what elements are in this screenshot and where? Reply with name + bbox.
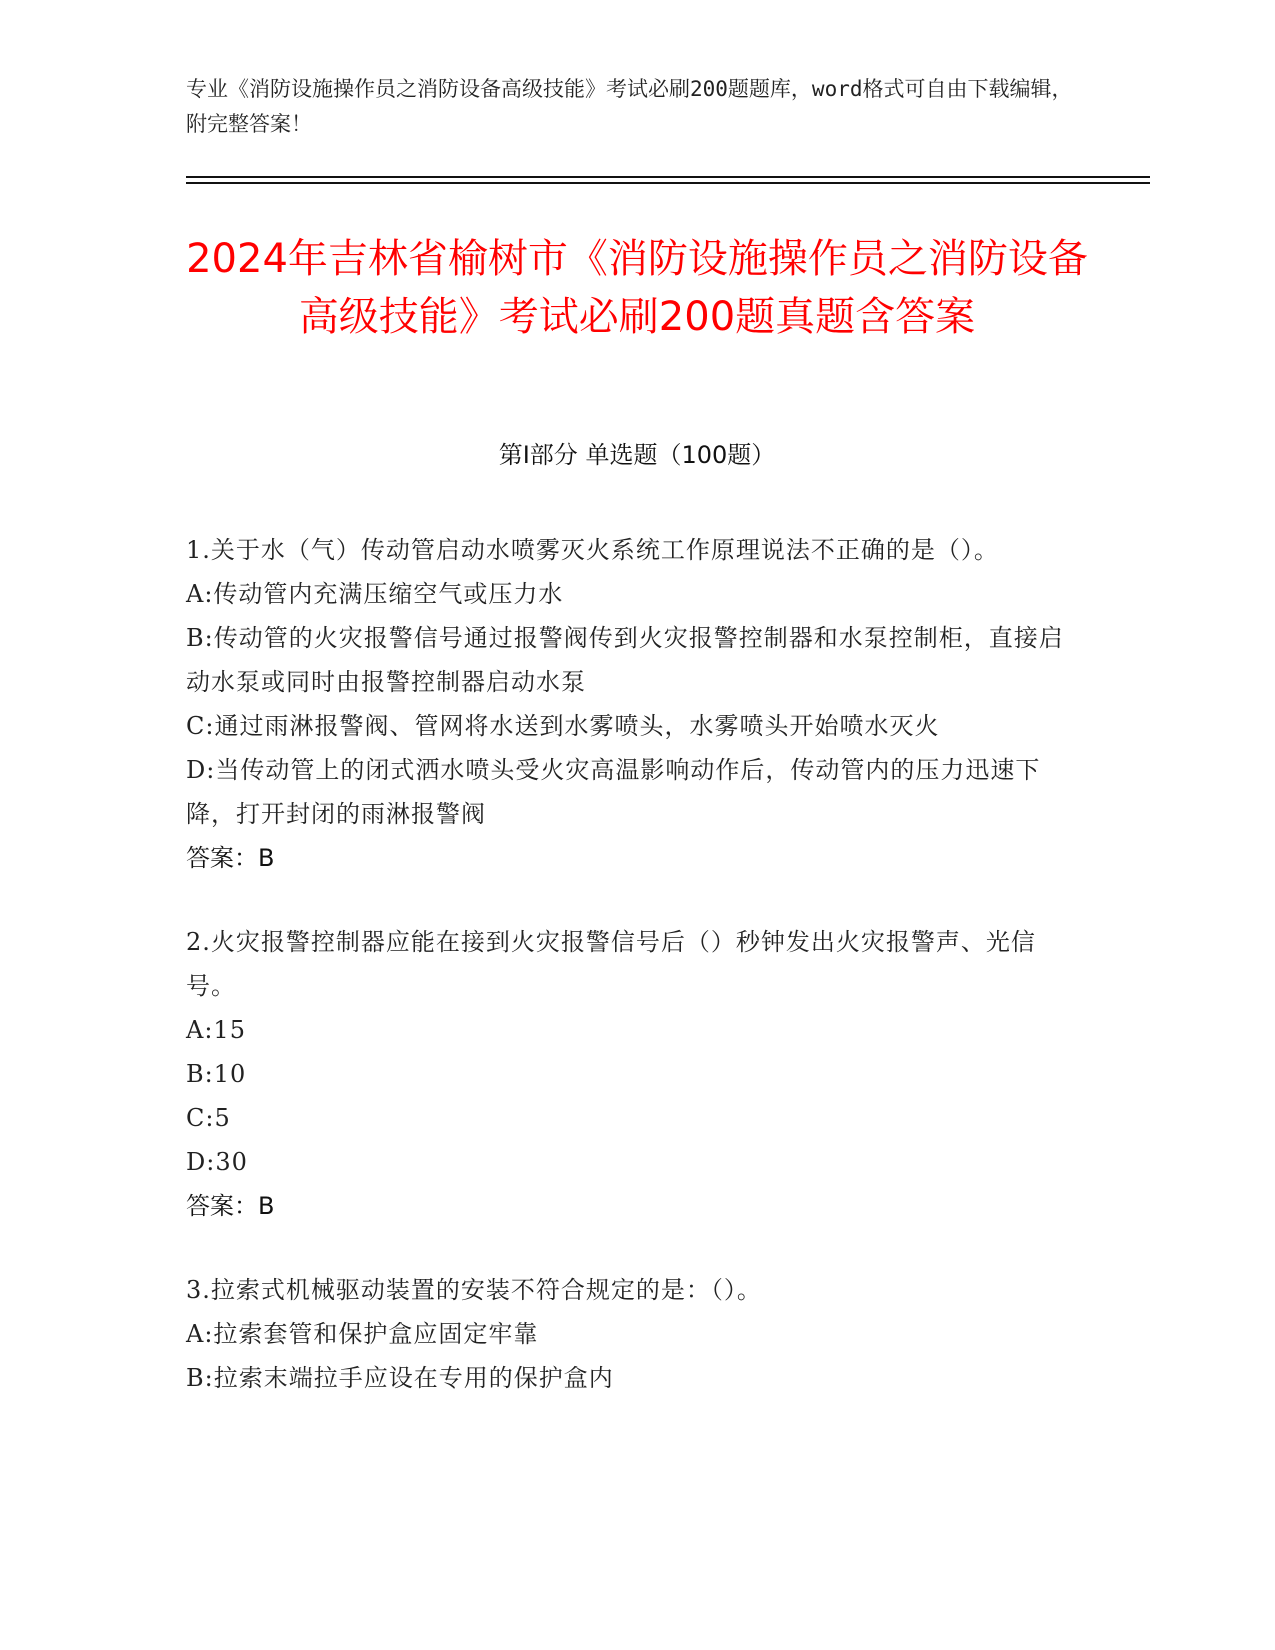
question-2 (186, 920, 1066, 1228)
option-a: A:传动管内充满压缩空气或压力水 (186, 580, 564, 608)
option-b: B:10 (186, 1060, 247, 1088)
question-stem: 1.关于水（气）传动管启动水喷雾灭火系统工作原理说法不正确的是（）。 (186, 536, 999, 564)
header-divider-top (186, 176, 1150, 178)
question-1 (186, 528, 1066, 880)
section-heading: 第I部分 单选题（100题） (498, 441, 776, 469)
question-list (186, 528, 1066, 1440)
document-title: 2024年吉林省榆树市《消防设施操作员之消防设备高级技能》考试必刷200题真题含答案 (186, 236, 1088, 340)
header-divider-bottom (186, 182, 1150, 184)
question-stem: 2.火灾报警控制器应能在接到火灾报警信号后（）秒钟发出火灾报警声、光信号。 (186, 928, 1036, 1000)
option-d: D:当传动管上的闭式洒水喷头受火灾高温影响动作后，传动管内的压力迅速下降，打开封闭的雨淋报警阀 (186, 756, 1041, 828)
option-c: C:5 (186, 1104, 231, 1132)
option-d: D:30 (186, 1148, 248, 1176)
option-b: B:传动管的火灾报警信号通过报警阀传到火灾报警控制器和水泵控制柜，直接启动水泵或同时由报警控制器启动水泵 (186, 624, 1064, 696)
option-a: A:15 (186, 1016, 246, 1044)
question-3 (186, 1268, 1066, 1400)
answer-line: 答案：B (186, 844, 275, 872)
answer-line: 答案：B (186, 1192, 275, 1220)
option-a: A:拉索套管和保护盒应固定牢靠 (186, 1320, 539, 1348)
question-stem: 3.拉索式机械驱动装置的安装不符合规定的是：（）。 (186, 1276, 762, 1304)
option-c: C:通过雨淋报警阀、管网将水送到水雾喷头，水雾喷头开始喷水灭火 (186, 712, 940, 740)
header-note: 专业《消防设施操作员之消防设备高级技能》考试必刷200题题库，word格式可自由下载编辑，附完整答案！ (186, 77, 1073, 136)
option-b: B:拉索末端拉手应设在专用的保护盒内 (186, 1364, 614, 1392)
